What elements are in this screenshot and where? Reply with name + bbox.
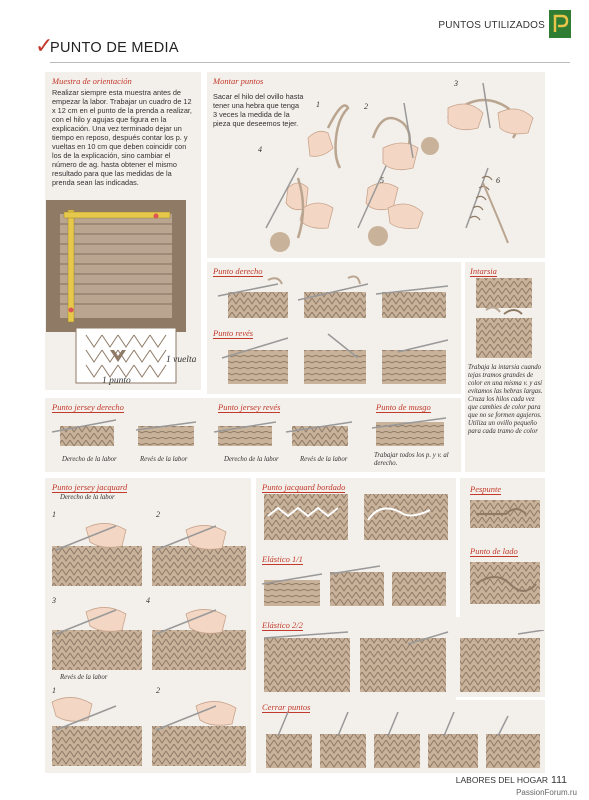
caption-jr-reves: Revés de la labor [300, 456, 348, 463]
montar-step-5: 5 [380, 176, 384, 185]
checkmark-icon: ✓ [35, 34, 54, 59]
montar-step-2: 2 [364, 102, 368, 111]
caption-jd-reves: Revés de la labor [140, 456, 188, 463]
montar-step-4: 4 [258, 145, 262, 154]
page-footer [456, 774, 567, 786]
cerrar-diagrams [258, 712, 546, 772]
montar-text: Sacar el hilo del ovillo hasta tener una hebra que tenga 3 veces la medida de la pieza que deseemos tejer. [213, 92, 304, 128]
page-title: PUNTO DE MEDIA [50, 40, 179, 56]
label-punto: 1 punto [102, 376, 131, 386]
section-title-derecho: Punto derecho [213, 266, 263, 276]
section-title-cerrar: Cerrar puntos [262, 702, 311, 712]
montar-step-1: 1 [316, 100, 320, 109]
caption-musgo: Trabajar todos los p. y v. al derecho. [374, 452, 449, 467]
knit-stitch-diagrams [208, 270, 460, 392]
section-title-jacquard: Punto jersey jacquard [52, 482, 128, 492]
elastico11-diagrams [260, 564, 450, 610]
section-title-elastico11: Elástico 1/1 [262, 554, 303, 564]
elastico22-diagrams [258, 630, 546, 696]
section-title-musgo: Punto de musgo [376, 402, 431, 412]
section-title-lado: Punto de lado [470, 546, 518, 556]
section-title-elastico22: Elástico 2/2 [262, 620, 303, 630]
jersey-diagrams [46, 412, 460, 452]
magazine-logo-icon [549, 10, 571, 38]
magazine-name: LABORES DEL HOGAR [455, 775, 549, 785]
montar-step-6: 6 [496, 176, 500, 185]
jacquard-step-1: 1 [52, 510, 56, 519]
jacquard-step-3: 3 [52, 596, 56, 605]
cast-on-illustrations [208, 78, 544, 256]
section-title-intarsia: Intarsia [470, 266, 497, 276]
section-title-orientacion: Muestra de orientación [52, 76, 132, 86]
title-divider [50, 62, 570, 63]
section-title-pespunte: Pespunte [470, 484, 502, 494]
label-vuelta: 1 vuelta [166, 355, 197, 365]
jacquard-illustrations [46, 506, 250, 772]
section-title-jersey-reves: Punto jersey revés [218, 402, 281, 412]
section-header: PUNTOS UTILIZADOS [438, 20, 545, 31]
section-title-bordado: Punto jacquard bordado [262, 482, 346, 492]
section-title-montar: Montar puntos [213, 76, 264, 86]
jacquard-step-2: 2 [156, 510, 160, 519]
section-title-reves: Punto revés [213, 328, 254, 338]
jacquard-step-4: 4 [146, 596, 150, 605]
jacquard-sub-derecho: Derecho de la labor [60, 494, 115, 501]
jacquard-reves-step-1: 1 [52, 686, 56, 695]
jacquard-reves-step-2: 2 [156, 686, 160, 695]
pespunte-diagram [466, 496, 544, 530]
page-number: 111 [551, 774, 567, 786]
caption-jd-derecho: Derecho de la labor [62, 456, 117, 463]
caption-jr-derecho: Derecho de la labor [224, 456, 279, 463]
intarsia-text: Trabaja la intarsia cuando tejas tramos grandes de color en una misma v. y así evitamos las hebras largas. Cruza los hilos cada vez que cambies de color para que no se formen agujeros. Utiliza un ovillo pequeño para cada tramo de color [468, 364, 543, 435]
bordado-diagrams [260, 492, 450, 542]
orientacion-text: Realizar siempre esta muestra antes de empezar la labor. Trabajar un cuadro de 12 x 12 cm en el punto de la prenda a realizar, con el hilo y agujas que figura en la explicación. Una vez terminado dejar un tiempo en reposo, después contar los p. y vueltas en 10 cm que deben coincidir con los de la explicación, sino cambiar el número de ag. hasta obtener el mismo resultado para que las medidas de la prenda sean las indicadas. [52, 88, 192, 187]
montar-step-3: 3 [454, 79, 458, 88]
section-title-jersey-derecho: Punto jersey derecho [52, 402, 124, 412]
jacquard-sub-reves: Revés de la labor [60, 674, 108, 681]
intarsia-diagram [466, 274, 544, 364]
lado-diagram [466, 558, 544, 608]
watermark: PassionForum.ru [516, 788, 577, 797]
